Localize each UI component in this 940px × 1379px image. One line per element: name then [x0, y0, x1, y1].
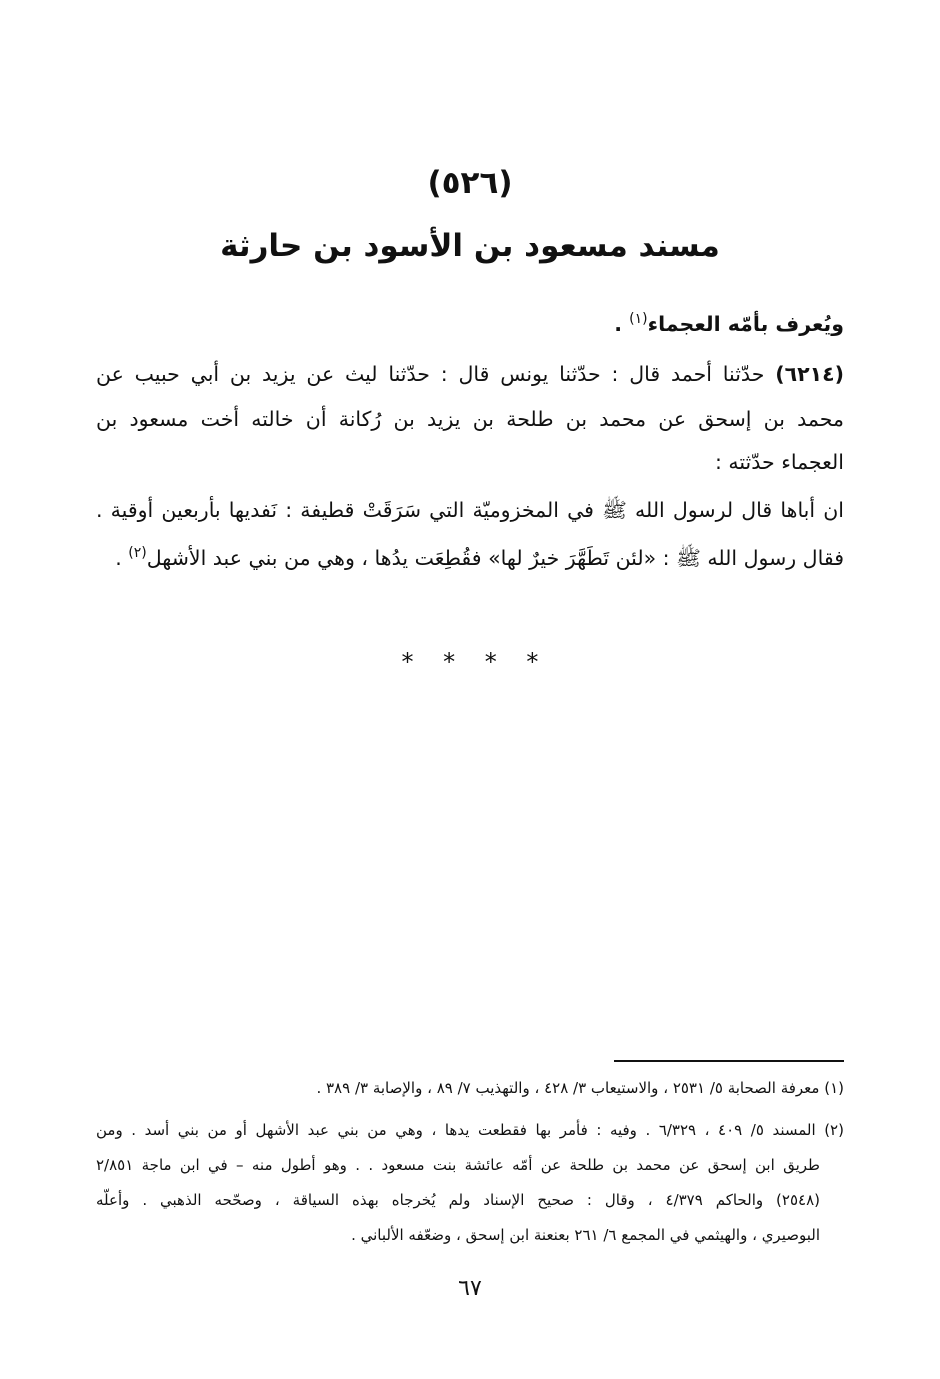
footnote-1: (١) معرفة الصحابة ٥/ ٢٥٣١ ، والاستيعاب ٣/ ٤٢٨ ، والتهذيب ٧/ ٨٩ ، والإصابة ٣/ ٣٨٩ . [316, 1079, 844, 1097]
hadith-line-1 [96, 364, 844, 385]
footnote-2-line-1: (٢) المسند ٥/ ٤٠٩ ، ٦/٣٢٩ . وفيه : فأمر بها فقطعت يدها ، وهي من بني عبد الأشهل أو من بني أسد . ومن [96, 1121, 844, 1139]
hadith-line-1-text: حدّثنا أحمد قال : حدّثنا يونس قال : حدّثنا ليث عن يزيد بن أبي حبيب عن [96, 362, 776, 386]
hadith-line-4: ان أباها قال لرسول الله ﷺ في المخزوميّة التي سَرَقَتْ قطيفة : نَفديها بأربعين أوقية . [96, 498, 844, 522]
footnote-2-line-3: (٢٥٤٨) والحاكم ٤/٣٧٩ ، وقال : صحيح الإسناد ولم يُخرجاه بهذه السياقة ، وصحّحه الذهبي . وأعلّه [96, 1191, 820, 1209]
section-title: مسند مسعود بن الأسود بن حارثة [220, 228, 720, 264]
section-separator: * * * * [401, 648, 539, 676]
footnote-2-line-4: البوصيري ، والهيثمي في المجمع ٦/ ٢٦١ بعنعنة ابن إسحق ، وضعّفه الألباني . [351, 1226, 820, 1244]
hadith-number: (٦٢١٤) [775, 362, 844, 386]
page-number: ٦٧ [458, 1276, 482, 1301]
hadith-line-5 [115, 546, 844, 568]
intro-end: . [614, 311, 630, 336]
intro-text: ويُعرف بأمّه العجماء [647, 311, 844, 336]
hadith-line-5-end: . [115, 545, 129, 570]
section-number: (٥٢٦) [427, 165, 513, 201]
hadith-line-5-text: فقال رسول الله ﷺ : «لئن تَطَهَّرَ خيرٌ لها» فقُطِعَت يدُها ، وهي من بني عبد الأشهل [146, 545, 844, 570]
footnote-ref-2: (٢) [128, 545, 147, 561]
hadith-line-3: العجماء حدّثته : [714, 450, 844, 474]
hadith-line-2: محمد بن إسحق عن محمد بن طلحة بن يزيد بن رُكانة أن خالته أخت مسعود بن [96, 407, 844, 431]
footnote-divider [614, 1060, 844, 1062]
footnote-ref-1: (١) [629, 311, 648, 327]
footnote-2-line-2: طريق ابن إسحق عن محمد بن طلحة عن أمّه عائشة بنت مسعود . . وهو أطول منه – في ابن ماجة ٢/٨٥١ [96, 1156, 820, 1174]
intro-line [614, 312, 844, 334]
